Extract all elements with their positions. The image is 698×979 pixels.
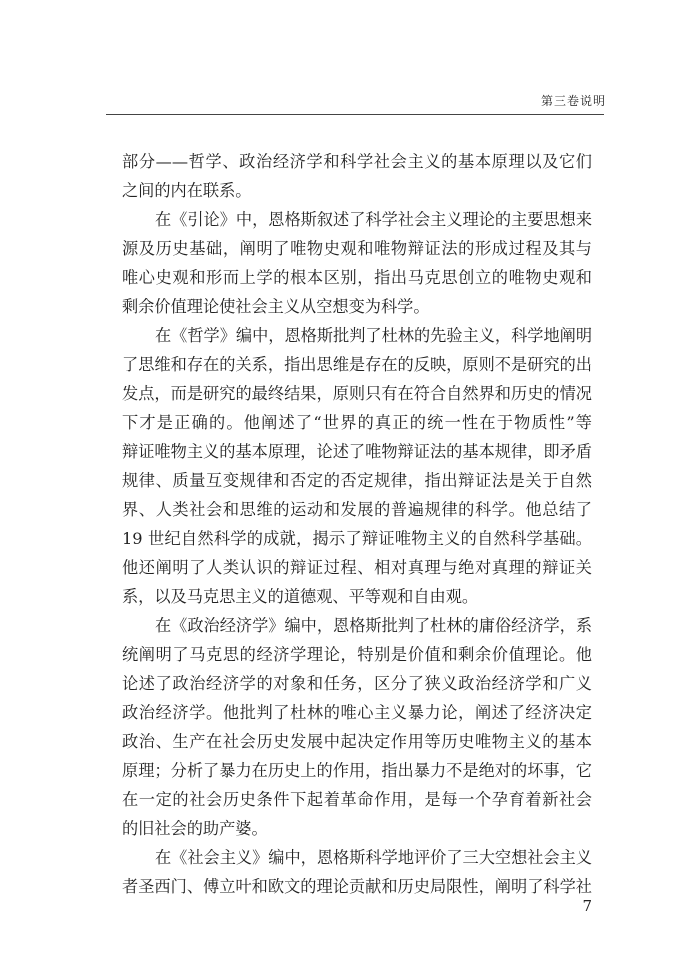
text-line: 19 世纪自然科学的成就，揭示了辩证唯物主义的自然科学基础。 (122, 529, 592, 548)
text-line: 了思维和存在的关系，指出思维是存在的反映，原则不是研究的出 (122, 355, 592, 374)
text-line: 统阐明了马克思的经济学理论，特别是价值和剩余价值理论。他 (122, 645, 592, 664)
page-number: 7 (582, 897, 592, 915)
text-line: 之间的内在联系。 (122, 181, 252, 200)
text-line: 唯心史观和形而上学的根本区别，指出马克思创立的唯物史观和 (122, 268, 592, 287)
text-line: 在《社会主义》编中，恩格斯科学地评价了三大空想社会主义 (155, 848, 592, 867)
text-line: 规律、质量互变规律和否定的否定规律，指出辩证法是关于自然 (122, 471, 592, 490)
text-line: 在一定的社会历史条件下起着革命作用，是每一个孕育着新社会 (122, 790, 592, 809)
text-line: 在《引论》中，恩格斯叙述了科学社会主义理论的主要思想来 (155, 210, 592, 229)
text-line: 论述了政治经济学的对象和任务，区分了狭义政治经济学和广义 (122, 674, 592, 693)
text-line: 发点，而是研究的最终结果，原则只有在符合自然界和历史的情况 (122, 384, 592, 403)
text-line: 政治、生产在社会历史发展中起决定作用等历史唯物主义的基本 (122, 732, 592, 751)
text-line: 源及历史基础，阐明了唯物史观和唯物辩证法的形成过程及其与 (122, 239, 592, 258)
text-line: 辩证唯物主义的基本原理，论述了唯物辩证法的基本规律，即矛盾 (122, 442, 592, 461)
text-line: 他还阐明了人类认识的辩证过程、相对真理与绝对真理的辩证关 (122, 558, 592, 577)
text-line: 系，以及马克思主义的道德观、平等观和自由观。 (122, 587, 479, 606)
header-rule (106, 114, 604, 115)
text-line: 政治经济学。他批判了杜林的唯心主义暴力论，阐述了经济决定 (122, 703, 592, 722)
text-line: 者圣西门、傅立叶和欧文的理论贡献和历史局限性，阐明了科学社 (122, 877, 592, 896)
body-text (122, 147, 592, 901)
text-line: 下才是正确的。他阐述了“世界的真正的统一性在于物质性”等 (122, 413, 592, 432)
text-line: 在《政治经济学》编中，恩格斯批判了杜林的庸俗经济学，系 (155, 616, 592, 635)
text-line: 界、人类社会和思维的运动和发展的普遍规律的科学。他总结了 (122, 500, 592, 519)
running-head: 第三卷说明 (540, 94, 606, 108)
text-line: 的旧社会的助产婆。 (122, 819, 268, 838)
text-line: 剩余价值理论使社会主义从空想变为科学。 (122, 297, 430, 316)
text-line: 在《哲学》编中，恩格斯批判了杜林的先验主义，科学地阐明 (155, 326, 592, 345)
text-line: 部分——哲学、政治经济学和科学社会主义的基本原理以及它们 (122, 152, 592, 171)
text-line: 原理；分析了暴力在历史上的作用，指出暴力不是绝对的坏事，它 (122, 761, 592, 780)
